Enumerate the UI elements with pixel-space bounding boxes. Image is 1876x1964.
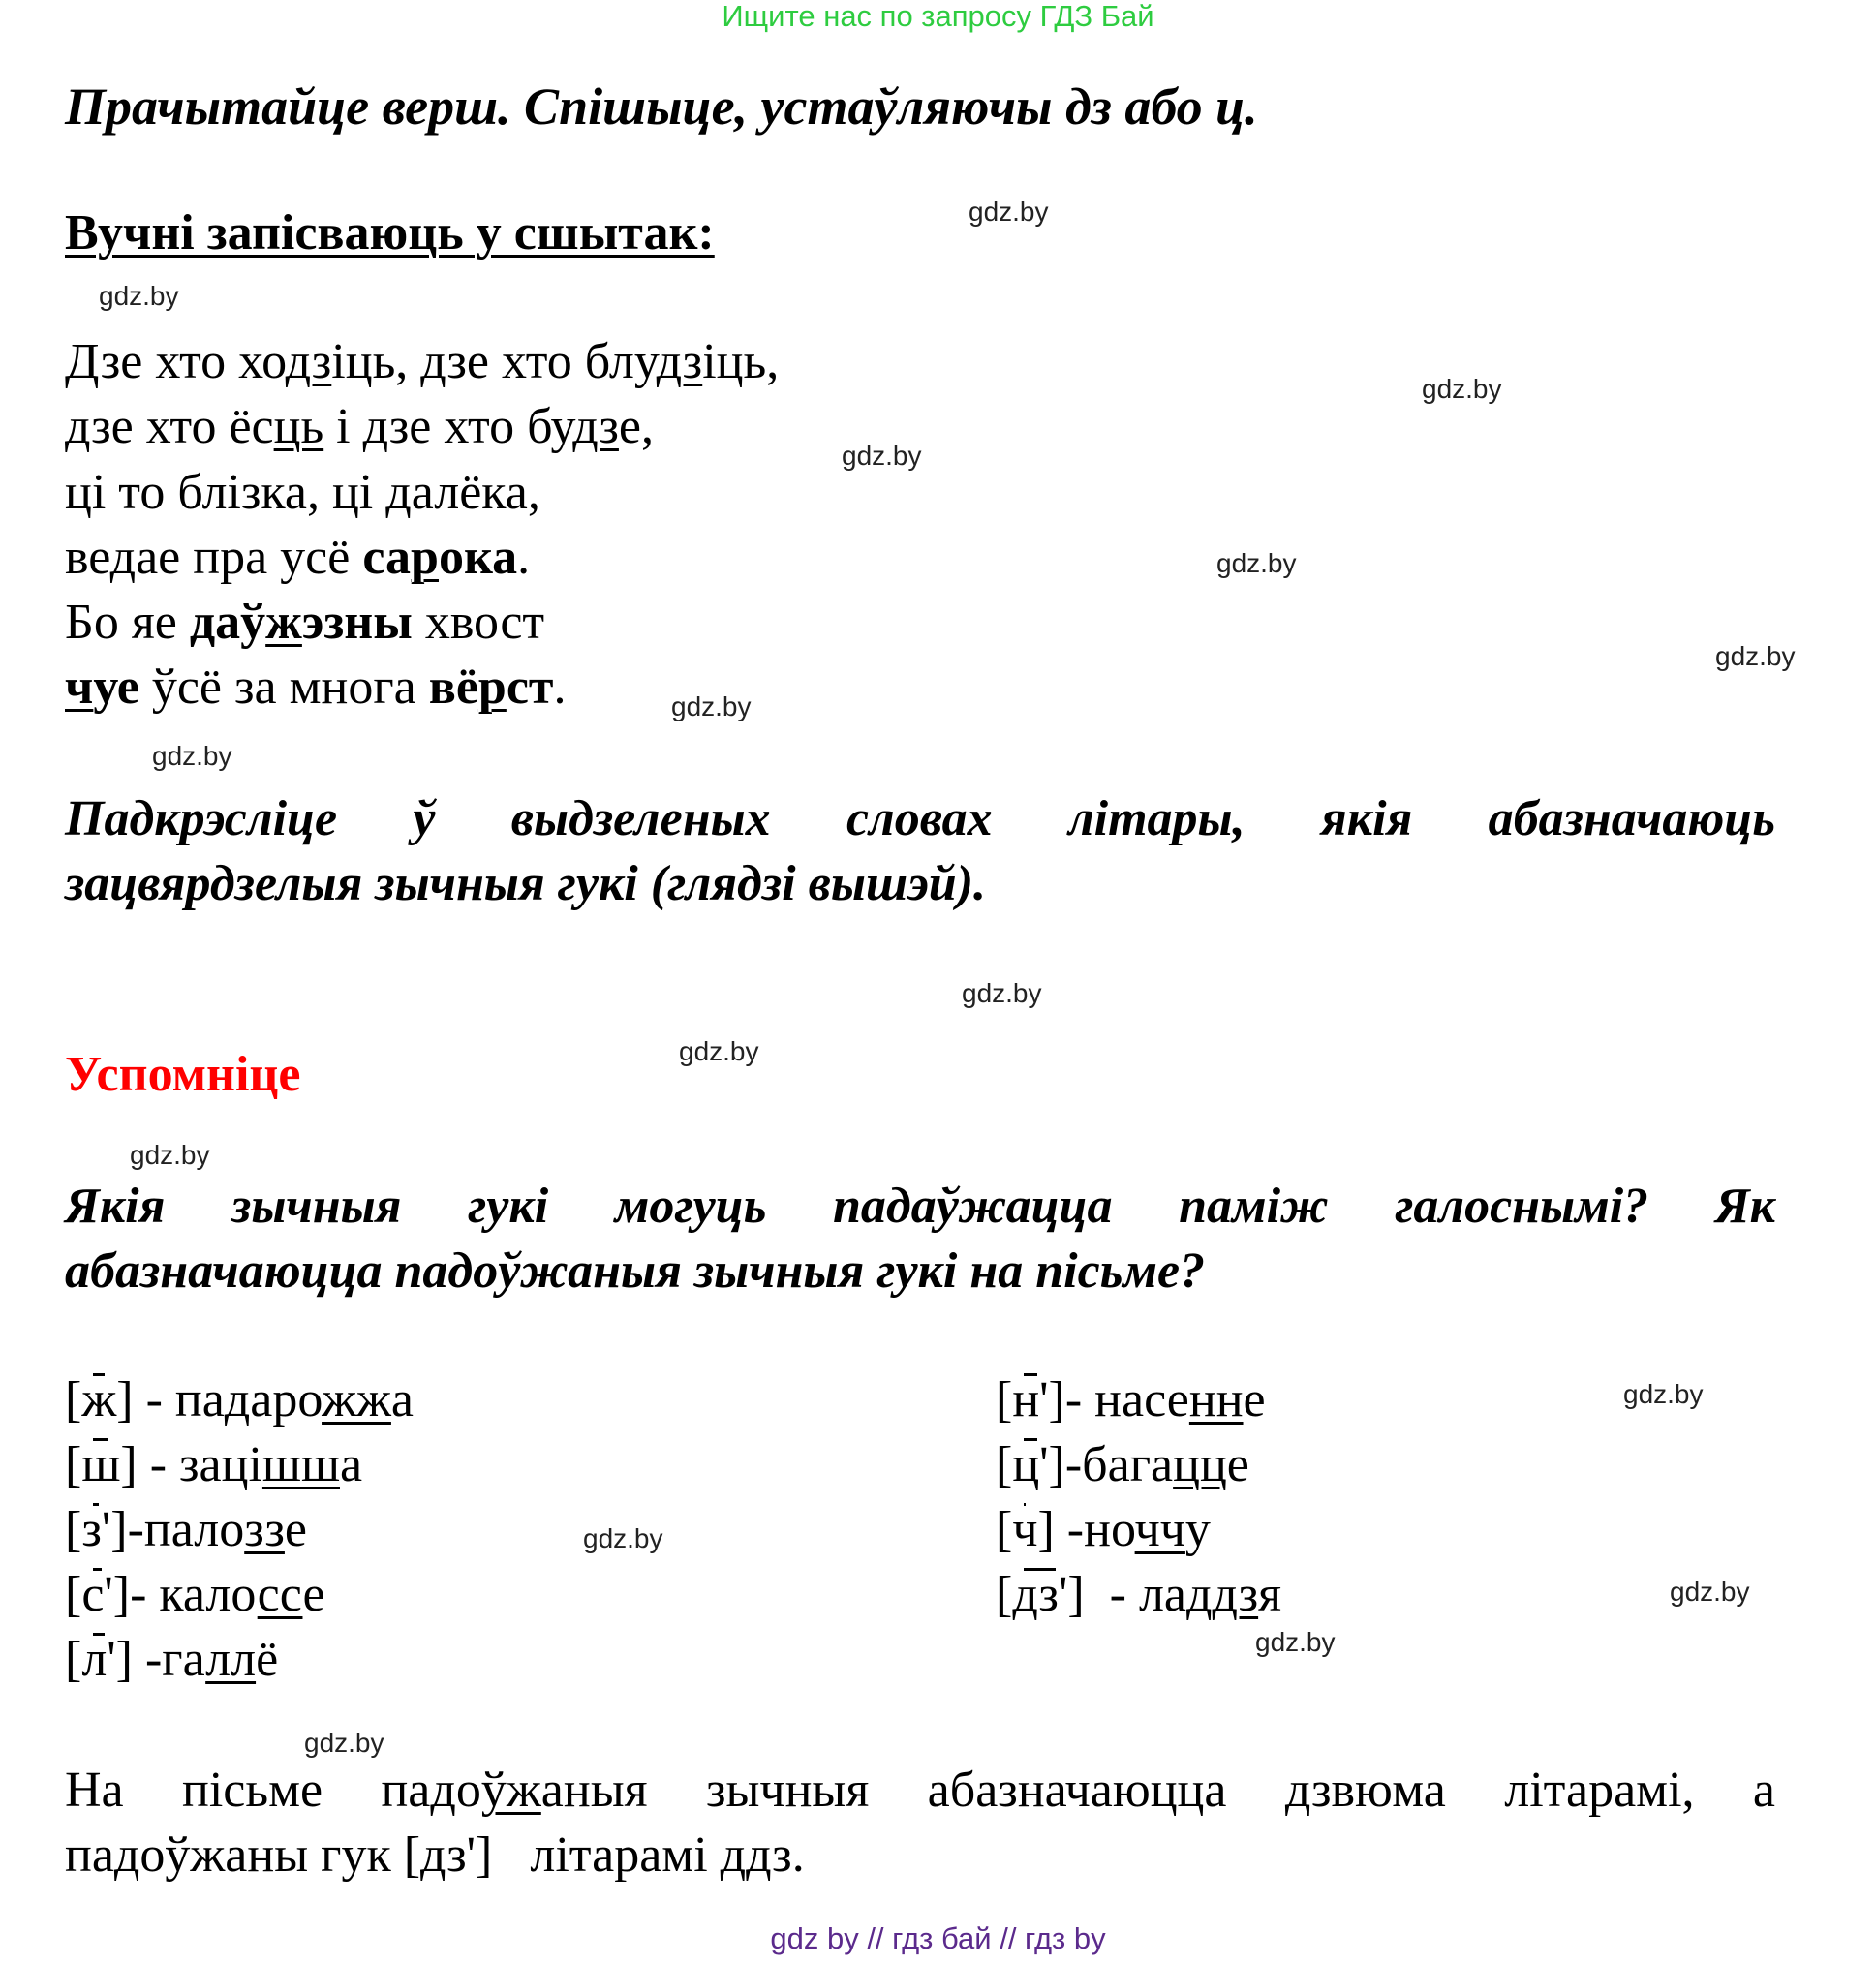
question-line-1: Якія зычныя гукі могуць падаўжацца паміж галоснымі? Як [65, 1179, 1775, 1234]
text-segment: Бо яе [65, 595, 190, 650]
text-segment: е [1243, 1372, 1266, 1427]
instruction-line-2: зацвярдзелыя зычныя гукі (глядзі вышэй). [65, 856, 987, 911]
text-segment: у [1184, 1502, 1211, 1557]
gdz-watermark: gdz.by [1255, 1627, 1336, 1657]
underlined-letters: ць [273, 399, 324, 454]
text-segment: са [362, 530, 412, 585]
notebook-heading: Вучні запісваюць у сшытак: [65, 205, 715, 261]
long-consonant-mark: н' [1012, 1367, 1048, 1433]
text-segment: [ [996, 1372, 1013, 1427]
example-left [65, 1497, 307, 1563]
gdz-watermark: gdz.by [583, 1523, 663, 1553]
gdz-watermark: gdz.by [962, 978, 1042, 1008]
text-segment: [ [996, 1437, 1013, 1492]
poem-line [65, 329, 779, 395]
gdz-watermark: gdz.by [1670, 1577, 1750, 1607]
poem-line [65, 590, 544, 656]
underlined-letters: чч [1134, 1502, 1185, 1557]
question-line-2: абазначаюцца падоўжаныя зычныя гукі на пісьме? [65, 1243, 1206, 1299]
underlined-letters: цц [1173, 1437, 1227, 1492]
long-consonant-mark: ц' [1012, 1432, 1048, 1498]
text-segment: [ [65, 1632, 82, 1687]
underlined-letters: нн [1188, 1372, 1244, 1427]
text-segment: ё [256, 1632, 279, 1687]
text-segment: На пісьме падо [65, 1763, 481, 1818]
underlined-letters: шш [261, 1437, 340, 1492]
text-segment: [ [65, 1437, 82, 1492]
text-segment: [ [65, 1567, 82, 1622]
gdz-watermark: gdz.by [679, 1036, 759, 1066]
gdz-watermark: gdz.by [152, 741, 232, 771]
gdz-watermark: gdz.by [130, 1140, 210, 1170]
underlined-letters: р [411, 530, 439, 585]
text-segment: е [284, 1502, 308, 1557]
example-left [65, 1562, 325, 1628]
underlined-letters: ўж [480, 1763, 541, 1818]
instruction-line-1: Падкрэсліце ў выдзеленых словах літары, якія абазначаюць [65, 791, 1775, 846]
gdz-watermark: gdz.by [99, 281, 179, 311]
text-segment: ]- насе [1048, 1372, 1189, 1427]
example-right [996, 1432, 1249, 1498]
text-segment: іць, [702, 334, 780, 389]
long-consonant-mark: ж [81, 1367, 116, 1433]
poem-line [65, 460, 540, 526]
gdz-watermark: gdz.by [304, 1728, 384, 1758]
text-segment: е, [618, 399, 655, 454]
example-left [65, 1432, 362, 1498]
text-segment: эзны [301, 595, 413, 650]
underlined-letters: зз [244, 1502, 285, 1557]
search-hint-banner: Ищите нас по запросу ГДЗ Бай [722, 0, 1154, 33]
text-segment: [ [996, 1567, 1013, 1622]
example-left [65, 1627, 278, 1693]
underlined-letters: ч [65, 660, 94, 715]
conclusion-line-2 [65, 1823, 805, 1888]
text-segment: ]- кало [112, 1567, 258, 1622]
gdz-watermark: gdz.by [1422, 374, 1502, 404]
poem-line [65, 525, 530, 591]
text-segment: хвост [412, 595, 545, 650]
remember-heading: Успомніце [65, 1047, 301, 1102]
text-segment: а [340, 1437, 363, 1492]
text-segment: і дзе хто бу [323, 399, 573, 454]
text-segment: е [302, 1567, 325, 1622]
gdz-watermark: gdz.by [969, 197, 1049, 227]
example-right [996, 1367, 1266, 1433]
gdz-watermark: gdz.by [671, 691, 752, 721]
text-segment: аныя зычныя абазначаюцца дзвюма літарамі, а [540, 1763, 1775, 1818]
gdz-watermark: gdz.by [1715, 641, 1796, 671]
text-segment: ока [438, 530, 518, 585]
gdz-watermark: gdz.by [1623, 1379, 1704, 1409]
long-consonant-mark: дз' [1012, 1562, 1067, 1628]
poem-line [65, 655, 566, 721]
underlined-letters: ддз [1186, 1567, 1259, 1622]
text-segment: Дзе хто хо [65, 334, 286, 389]
text-segment: ]-бага [1048, 1437, 1174, 1492]
text-segment: . [553, 660, 567, 715]
example-left [65, 1367, 414, 1433]
text-segment: . [517, 530, 531, 585]
underlined-letters: дз [285, 334, 332, 389]
text-segment: ці то блізка, ці далёка, [65, 465, 540, 520]
underlined-letters: дз [572, 399, 619, 454]
poem-line [65, 394, 654, 460]
long-consonant-mark: з' [81, 1497, 110, 1563]
text-segment: ] - ла [1067, 1567, 1187, 1622]
long-consonant-mark: ч [1012, 1497, 1037, 1563]
text-segment: [ [65, 1502, 82, 1557]
task-title: Прачытайце верш. Спішыце, устаўляючы дз або ц. [65, 77, 1258, 136]
long-consonant-mark: л' [81, 1627, 115, 1693]
text-segment: дзе хто ёс [65, 399, 274, 454]
text-segment: іць, дзе хто блу [331, 334, 657, 389]
text-segment: ўсё за многа [138, 660, 429, 715]
text-segment: [ [65, 1372, 82, 1427]
underlined-letters: р [477, 660, 507, 715]
underlined-letters: сс [257, 1567, 303, 1622]
underlined-letters: жж [322, 1372, 391, 1427]
underlined-letters: дз [656, 334, 703, 389]
text-segment: вё [428, 660, 478, 715]
long-consonant-mark: с' [81, 1562, 112, 1628]
text-segment: уе [93, 660, 139, 715]
text-segment: ]-пало [110, 1502, 245, 1557]
text-segment: ст [506, 660, 554, 715]
footer-watermark: gdz by // гдз бай // гдз by [770, 1921, 1106, 1955]
long-consonant-mark: ш [81, 1432, 120, 1498]
gdz-watermark: gdz.by [1216, 548, 1297, 578]
text-segment: ] - заці [120, 1437, 262, 1492]
text-segment: е [1226, 1437, 1249, 1492]
gdz-watermark: gdz.by [842, 441, 922, 471]
text-segment: ] -га [115, 1632, 206, 1687]
text-segment: я [1258, 1567, 1282, 1622]
text-segment: ] -но [1037, 1502, 1135, 1557]
underlined-letters: ж [265, 595, 302, 650]
text-segment: даў [189, 595, 266, 650]
underlined-letters: лл [205, 1632, 257, 1687]
text-segment: а [390, 1372, 415, 1427]
example-right [996, 1497, 1211, 1563]
text-segment: [ [996, 1502, 1013, 1557]
text-segment: ] - падаро [116, 1372, 323, 1427]
text-segment: ведае пра усё [65, 530, 363, 585]
conclusion-line-1 [65, 1758, 1775, 1824]
text-segment: падоўжаны гук [дз'] літарамі ддз. [65, 1827, 805, 1883]
example-right [996, 1562, 1281, 1628]
